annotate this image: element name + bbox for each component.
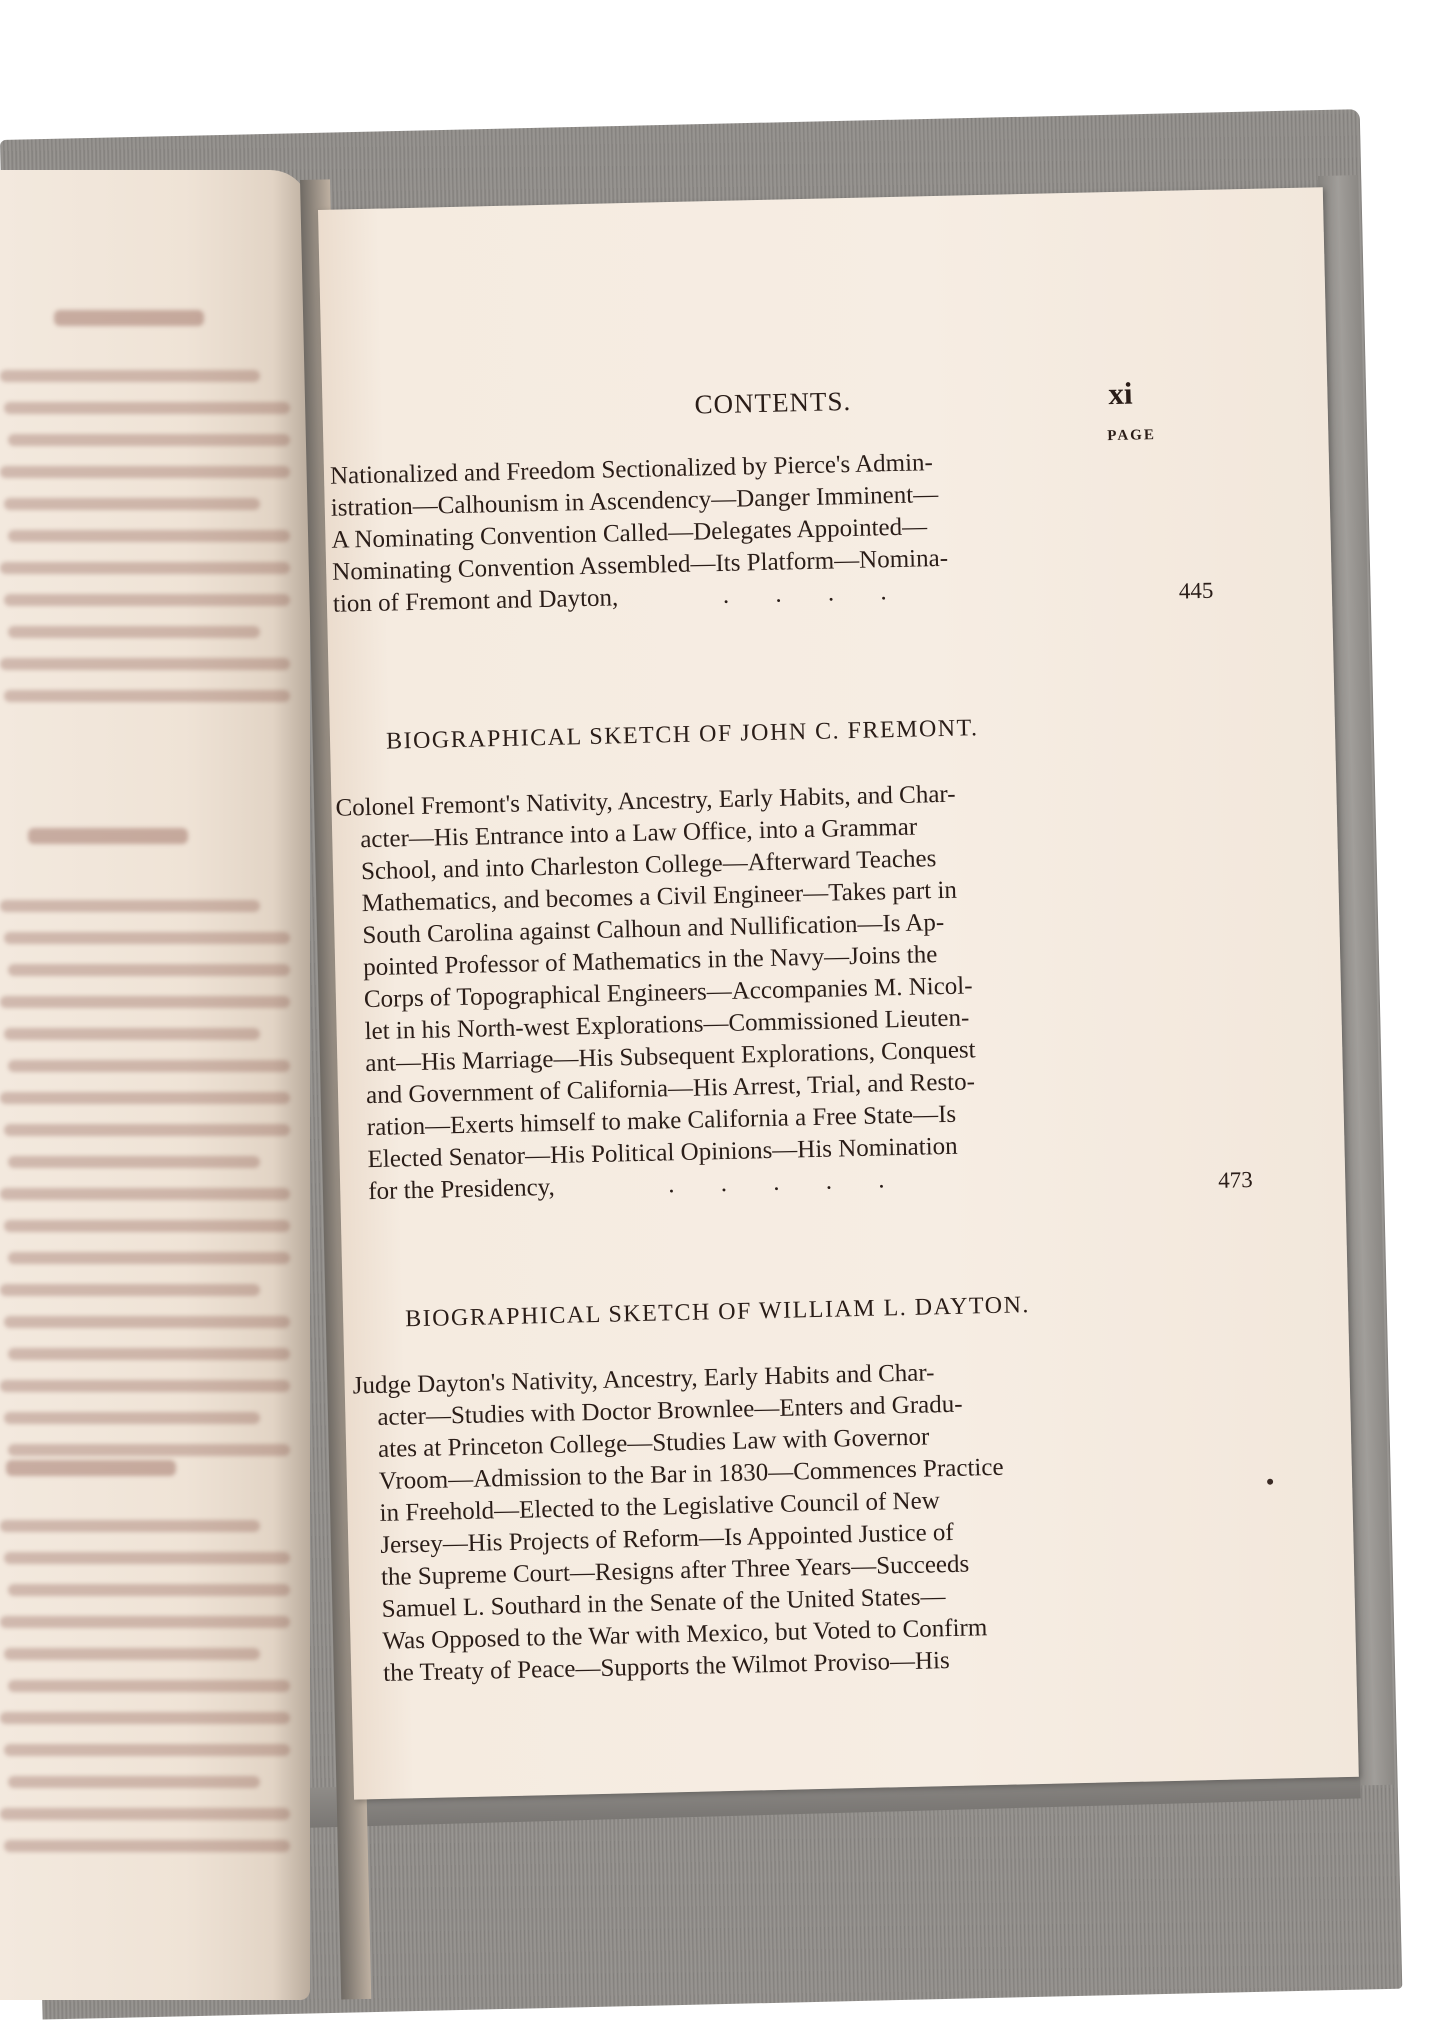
left-text-line (0, 562, 290, 574)
entry-line: the Treaty of Peace—Supports the Wilmot Proviso—His (382, 1647, 950, 1687)
left-text-line (0, 1616, 290, 1628)
left-text-line (0, 1380, 290, 1392)
entry-line: and Government of California—His Arrest, Trial, and Resto- (365, 1068, 976, 1110)
entry-line: Vroom—Admission to the Bar in 1830—Commences Practice (378, 1453, 1004, 1495)
left-text-line (0, 1188, 290, 1200)
left-text-line (8, 1156, 260, 1168)
left-text-line (4, 932, 290, 944)
left-text-line (8, 1584, 290, 1596)
left-page (0, 170, 310, 2000)
left-text-line (4, 1028, 260, 1040)
left-text-line (0, 996, 290, 1008)
entry-line: ates at Princeton College—Studies Law with Governor (377, 1423, 930, 1463)
left-text-line (4, 1412, 260, 1424)
entry-line: tion of Fremont and Dayton, (332, 584, 619, 618)
left-text-line (0, 466, 290, 478)
contents-page (318, 187, 1359, 1799)
left-text-line (8, 1776, 260, 1788)
entry-line: acter—His Entrance into a Law Office, into a Grammar (359, 813, 918, 854)
running-head (322, 375, 1328, 438)
entry-line: Elected Senator—His Political Opinions—His Nomination (367, 1132, 958, 1174)
entry-line: School, and into Charleston College—Afterward Teaches (360, 845, 937, 886)
left-text-line (0, 370, 260, 382)
running-title: CONTENTS. (694, 385, 852, 420)
left-text-line (0, 1092, 290, 1104)
left-text-line (4, 1124, 290, 1136)
entry-line: ant—His Marriage—His Subsequent Explorations, Conquest (365, 1036, 976, 1078)
left-text-line (4, 1552, 290, 1564)
section-heading-dayton: BIOGRAPHICAL SKETCH OF WILLIAM L. DAYTON. (404, 1292, 1031, 1333)
left-page-blurred-text (0, 170, 310, 2000)
left-text-line (0, 1808, 290, 1820)
left-text-line (4, 1840, 290, 1852)
contents-entry-1 (324, 439, 1329, 618)
left-text-line (8, 1444, 290, 1456)
entry-line: pointed Professor of Mathematics in the Navy—Joins the (362, 941, 938, 982)
left-text-line (8, 530, 290, 542)
dot-leader: . . . . (722, 577, 907, 609)
left-text-line (4, 1744, 290, 1756)
left-text-line (4, 1316, 290, 1328)
entry-line: in Freehold—Elected to the Legislative Council of New (379, 1487, 941, 1527)
entry-line: Mathematics, and becomes a Civil Engineer—Takes part in (361, 876, 958, 918)
entry-line: Was Opposed to the War with Mexico, but Voted to Confirm (382, 1614, 988, 1655)
page-column-label: PAGE (1107, 427, 1157, 445)
left-text-line (4, 1648, 260, 1660)
left-text-line (4, 690, 290, 702)
left-text-line (8, 1680, 290, 1692)
entry-line: for the Presidency, (367, 1173, 556, 1206)
folio-number: xi (1107, 375, 1133, 412)
left-running-title (54, 310, 204, 326)
entry-line: Colonel Fremont's Nativity, Ancestry, Early Habits, and Char- (335, 780, 956, 822)
left-text-line (4, 402, 290, 414)
page-reference: 445 (1178, 577, 1214, 604)
entry-line: Judge Dayton's Nativity, Ancestry, Early Habits and Char- (352, 1359, 935, 1400)
entry-line: South Carolina against Calhoun and Nullification—Is Ap- (362, 908, 945, 950)
section-heading-fremont: BIOGRAPHICAL SKETCH OF JOHN C. FREMONT. (385, 715, 979, 755)
left-text-line (8, 1348, 290, 1360)
paper-speck (1267, 1479, 1273, 1485)
entry-line: istration—Calhounism in Ascendency—Danger Imminent— (330, 481, 939, 522)
entry-line: let in his North-west Explorations—Commissioned Lieuten- (364, 1004, 970, 1046)
left-text-line (4, 594, 290, 606)
entry-line: Nationalized and Freedom Sectionalized by Pierce's Admin- (329, 449, 934, 490)
entry-line: Samuel L. Southard in the Senate of the United States— (381, 1583, 946, 1623)
left-text-line (4, 1220, 290, 1232)
left-chapter-xiii-heading (6, 1460, 176, 1476)
entry-line: Jersey—His Projects of Reform—Is Appointed Justice of (380, 1518, 955, 1559)
left-text-line (4, 498, 260, 510)
entry-line: ration—Exerts himself to make California a Free State—Is (366, 1100, 957, 1142)
left-text-line (0, 658, 290, 670)
entry-line: acter—Studies with Doctor Brownlee—Enters and Gradu- (377, 1390, 963, 1431)
contents-entry-3 (344, 1349, 1349, 1687)
left-text-line (8, 626, 260, 638)
left-text-line (0, 1520, 260, 1532)
left-text-line (8, 964, 290, 976)
page-reference: 473 (1217, 1167, 1254, 1193)
left-chapter-xii-heading (28, 828, 188, 844)
left-text-line (8, 1252, 290, 1264)
entry-line: the Supreme Court—Resigns after Three Years—Succeeds (380, 1550, 970, 1591)
entry-line: Corps of Topographical Engineers—Accompanies M. Nicol- (363, 972, 973, 1014)
left-text-line (8, 1060, 290, 1072)
left-text-line (0, 1712, 290, 1724)
left-text-line (8, 434, 290, 446)
left-text-line (0, 900, 260, 912)
left-text-line (0, 1284, 260, 1296)
right-page (318, 187, 1359, 1799)
entry-line: Nominating Convention Assembled—Its Platform—Nomina- (331, 544, 949, 586)
contents-entry-2 (331, 771, 1336, 1206)
entry-line: A Nominating Convention Called—Delegates Appointed— (331, 513, 928, 554)
dot-leader: . . . . . (667, 1165, 905, 1199)
